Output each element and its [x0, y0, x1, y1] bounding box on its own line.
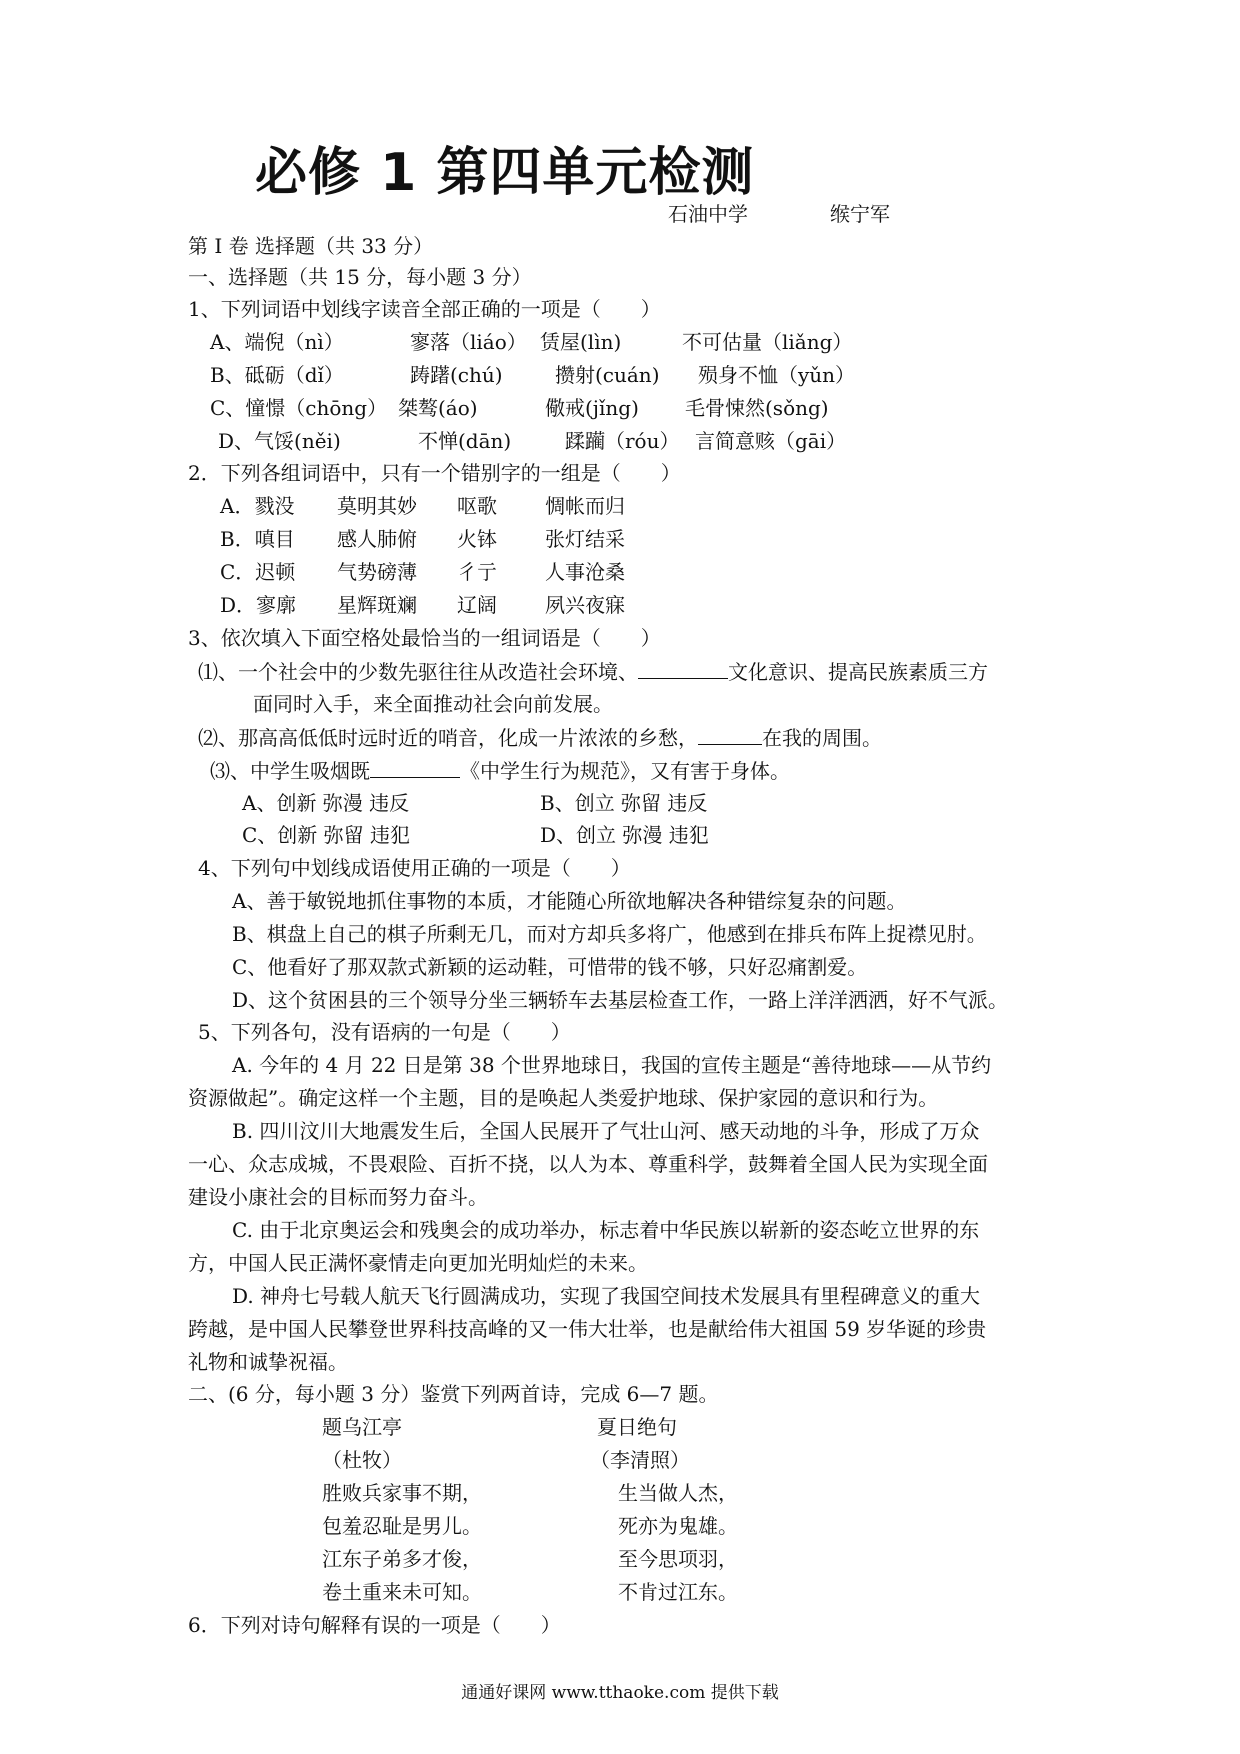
q3-blank-2: [698, 724, 762, 745]
q3-sentence-2: [198, 724, 882, 751]
q1-option-b-2: 踌躇(chú): [410, 363, 503, 387]
q2-option-c-3: 彳亍: [457, 560, 497, 584]
q1-option-b-3: 攒射(cuán): [555, 363, 660, 387]
q3-option-d: D、创立 弥漫 违犯: [540, 823, 709, 847]
q3-sentence-1: [198, 658, 988, 685]
q2-option-c-2: 气势磅薄: [337, 560, 417, 584]
poem-1-line: 卷土重来未可知。: [322, 1580, 482, 1604]
q1-option-d-2: 不惮(dān): [418, 429, 512, 453]
section-1-title: 一、选择题（共 15 分，每小题 3 分）: [188, 265, 532, 289]
q6-stem: 6．下列对诗句解释有误的一项是（ ）: [188, 1613, 561, 1637]
school-name: 石油中学: [668, 202, 748, 226]
page-footer: 通通好课网 www.tthaoke.com 提供下载: [461, 1683, 779, 1703]
q5-line: 一心、众志成城，不畏艰险、百折不挠，以人为本、尊重科学，鼓舞着全国人民为实现全面: [188, 1152, 988, 1176]
q5-stem: 5、下列各句，没有语病的一句是（ ）: [198, 1020, 571, 1044]
q2-option-a-1: A．戮没: [220, 494, 295, 518]
section-2-title: 二、(6 分，每小题 3 分）鉴赏下列两首诗，完成 6—7 题。: [188, 1382, 719, 1406]
q3-option-a: A、创新 弥漫 违反: [242, 791, 410, 815]
q2-option-b-4: 张灯结采: [545, 527, 625, 551]
q3-s3-part1: ⑶、中学生吸烟既: [210, 759, 370, 783]
q1-option-a-2: 寥落（liáo）: [410, 330, 527, 354]
poem-2-author: （李清照）: [590, 1448, 690, 1472]
poem-2-line: 至今思项羽，: [618, 1547, 738, 1571]
q3-blank-3: [370, 757, 460, 778]
q2-option-d-2: 星辉斑斓: [337, 593, 417, 617]
q3-stem: 3、依次填入下面空格处最恰当的一组词语是（ ）: [188, 626, 661, 650]
poem-2-title: 夏日绝句: [597, 1415, 677, 1439]
q3-s1-part2: 文化意识、提高民族素质三方: [728, 660, 988, 684]
poem-1-line: 包羞忍耻是男儿。: [322, 1514, 482, 1538]
q2-option-a-2: 莫明其妙: [337, 494, 417, 518]
q4-option-a: A、善于敏锐地抓住事物的本质，才能随心所欲地解决各种错综复杂的问题。: [232, 889, 907, 913]
q5-line: 跨越，是中国人民攀登世界科技高峰的又一伟大壮举，也是献给伟大祖国 59 岁华诞的珍贵: [188, 1317, 987, 1341]
q1-option-d-4: 言简意赅（gāi）: [695, 429, 847, 453]
q2-option-d-3: 辽阔: [457, 593, 497, 617]
q1-option-c-1: C、憧憬（chōng）: [210, 396, 388, 420]
q1-option-a-3: 赁屋(lìn): [540, 330, 622, 354]
q5-line: B. 四川汶川大地震发生后，全国人民展开了气壮山河、感天动地的斗争，形成了万众: [232, 1119, 980, 1143]
q2-option-c-1: C．迟顿: [220, 560, 296, 584]
q2-option-a-3: 呕歌: [457, 494, 497, 518]
q1-option-d-1: D、气馁(něi): [218, 429, 341, 453]
poem-2-line: 不肯过江东。: [618, 1580, 738, 1604]
q4-option-d: D、这个贫困县的三个领导分坐三辆轿车去基层检查工作，一路上洋洋洒洒，好不气派。: [232, 988, 1009, 1012]
poem-1-line: 江东子弟多才俊，: [322, 1547, 482, 1571]
page-title: 必修 1 第四单元检测: [255, 143, 755, 203]
q2-option-b-1: B．嗔目: [220, 527, 295, 551]
q3-s3-part2: 《中学生行为规范》，又有害于身体。: [460, 759, 790, 783]
q2-option-d-4: 夙兴夜寐: [545, 593, 625, 617]
q3-option-c: C、创新 弥留 违犯: [242, 823, 411, 847]
q2-option-b-3: 火钵: [457, 527, 497, 551]
q1-option-c-4: 毛骨悚然(sǒng): [685, 396, 829, 420]
poem-2-line: 生当做人杰，: [618, 1481, 738, 1505]
q3-sentence-1-cont: 面同时入手，来全面推动社会向前发展。: [253, 692, 613, 716]
q3-blank-1: [638, 658, 728, 679]
q3-s1-part1: ⑴、一个社会中的少数先驱往往从改造社会环境、: [198, 660, 638, 684]
q3-sentence-3: [210, 757, 790, 784]
q1-option-b-1: B、砥砺（dǐ）: [210, 363, 344, 387]
q2-option-d-1: D．寥廓: [220, 593, 297, 617]
q5-line: 方，中国人民正满怀豪情走向更加光明灿烂的未来。: [188, 1251, 648, 1275]
q4-stem: 4、下列句中划线成语使用正确的一项是（ ）: [198, 856, 631, 880]
q1-option-a-1: A、端倪（nì）: [210, 330, 344, 354]
q5-line: 建设小康社会的目标而努力奋斗。: [188, 1185, 488, 1209]
q1-option-d-3: 蹂躏（róu）: [565, 429, 680, 453]
q5-line: C. 由于北京奥运会和残奥会的成功举办，标志着中华民族以崭新的姿态屹立世界的东: [232, 1218, 980, 1242]
poem-2-line: 死亦为鬼雄。: [618, 1514, 738, 1538]
q2-option-a-4: 惆帐而归: [545, 494, 625, 518]
author-name: 缑宁军: [830, 202, 890, 226]
q1-option-c-2: 桀骜(áo): [398, 396, 478, 420]
q2-stem: 2．下列各组词语中，只有一个错别字的一组是（ ）: [188, 461, 681, 485]
q2-option-c-4: 人事沧桑: [545, 560, 625, 584]
q4-option-c: C、他看好了那双款式新颖的运动鞋，可惜带的钱不够，只好忍痛割爱。: [232, 955, 868, 979]
q5-line: 资源做起”。确定这样一个主题，目的是唤起人类爱护地球、保护家园的意识和行为。: [188, 1086, 939, 1110]
q5-line: D. 神舟七号载人航天飞行圆满成功，实现了我国空间技术发展具有里程碑意义的重大: [232, 1284, 981, 1308]
q1-stem: 1、下列词语中划线字读音全部正确的一项是（ ）: [188, 297, 661, 321]
q5-line: A. 今年的 4 月 22 日是第 38 个世界地球日，我国的宣传主题是“善待地球——从节约: [232, 1053, 992, 1077]
q1-option-c-3: 儆戒(jǐng): [545, 396, 639, 420]
poem-1-line: 胜败兵家事不期，: [322, 1481, 482, 1505]
q1-option-b-4: 殒身不恤（yǔn）: [698, 363, 856, 387]
q3-option-b: B、创立 弥留 违反: [540, 791, 708, 815]
q3-s2-part1: ⑵、那高高低低时远时近的哨音，化成一片浓浓的乡愁，: [198, 726, 698, 750]
volume-title: 第 I 卷 选择题（共 33 分）: [188, 234, 434, 258]
q1-option-a-4: 不可估量（liǎng）: [682, 330, 853, 354]
q4-option-b: B、棋盘上自己的棋子所剩无几，而对方却兵多将广，他感到在排兵布阵上捉襟见肘。: [232, 922, 987, 946]
q3-s2-part2: 在我的周围。: [762, 726, 882, 750]
q2-option-b-2: 感人肺俯: [337, 527, 417, 551]
q5-line: 礼物和诚挚祝福。: [188, 1350, 348, 1374]
poem-1-author: （杜牧）: [322, 1448, 402, 1472]
poem-1-title: 题乌江亭: [322, 1415, 402, 1439]
